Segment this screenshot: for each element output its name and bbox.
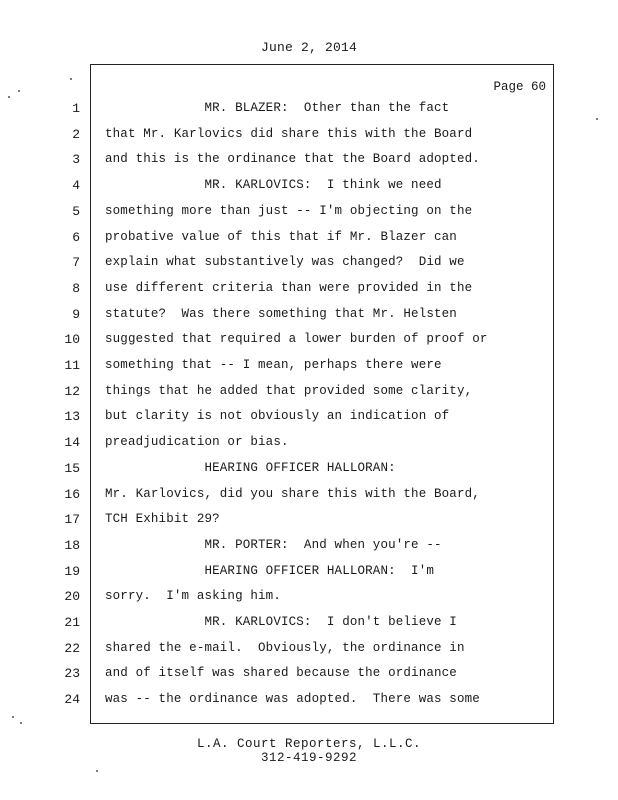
line-text: MR. KARLOVICS: I don't believe I <box>105 615 457 629</box>
line-text: shared the e-mail. Obviously, the ordinance in <box>105 640 465 655</box>
line-text: explain what substantively was changed? Did we <box>105 255 465 270</box>
page-number: Page 60 <box>493 80 546 94</box>
line-number: 19 <box>64 563 80 579</box>
line-number: 24 <box>64 692 80 708</box>
line-text: suggested that required a lower burden of proof or <box>105 332 488 347</box>
line-text: MR. BLAZER: Other than the fact <box>105 101 450 115</box>
line-text: Mr. Karlovics, did you share this with the Board, <box>105 486 480 501</box>
scan-speck <box>8 96 10 98</box>
line-number: 6 <box>72 229 80 245</box>
line-text: and of itself was shared because the ordinance <box>105 666 457 681</box>
line-number: 16 <box>64 486 80 502</box>
scan-speck <box>596 118 598 120</box>
line-number: 8 <box>72 280 80 296</box>
line-number: 12 <box>64 383 80 399</box>
line-text: TCH Exhibit 29? <box>105 512 220 527</box>
line-number: 4 <box>72 178 80 194</box>
line-number: 3 <box>72 152 80 168</box>
line-text: and this is the ordinance that the Board adopted. <box>105 152 480 167</box>
line-number: 17 <box>64 512 80 528</box>
scan-speck <box>20 722 22 724</box>
line-number: 15 <box>64 460 80 476</box>
line-number: 10 <box>64 332 80 348</box>
scan-speck <box>96 770 98 772</box>
scan-speck <box>18 90 20 92</box>
line-number: 18 <box>64 537 80 553</box>
line-text: things that he added that provided some clarity, <box>105 383 473 398</box>
line-number: 22 <box>64 640 80 656</box>
line-text: something that -- I mean, perhaps there were <box>105 358 442 372</box>
line-number: 14 <box>64 435 80 451</box>
scan-speck <box>12 716 14 718</box>
line-number: 5 <box>72 203 80 219</box>
line-text: sorry. I'm asking him. <box>105 589 281 604</box>
line-text: was -- the ordinance was adopted. There was some <box>105 692 480 707</box>
line-text: preadjudication or bias. <box>105 435 289 450</box>
line-number: 11 <box>64 358 80 373</box>
line-number: 2 <box>72 126 80 142</box>
line-text: HEARING OFFICER HALLORAN: I'm <box>105 563 435 578</box>
line-text: statute? Was there something that Mr. Helsten <box>105 306 457 321</box>
line-number: 7 <box>72 255 80 271</box>
line-text: but clarity is not obviously an indication of <box>105 409 450 424</box>
line-number: 13 <box>64 409 80 425</box>
footer-company: L.A. Court Reporters, L.L.C. <box>196 737 422 751</box>
footer-phone: 312-419-9292 <box>260 751 357 765</box>
header-date: June 2, 2014 <box>260 40 357 55</box>
line-number: 1 <box>72 101 80 116</box>
line-number: 23 <box>64 666 80 682</box>
line-text: HEARING OFFICER HALLORAN: <box>105 460 396 475</box>
line-text: something more than just -- I'm objecting on the <box>105 203 473 218</box>
line-text: probative value of this that if Mr. Blazer can <box>105 229 457 244</box>
scan-speck <box>70 78 72 80</box>
line-number: 20 <box>64 589 80 605</box>
line-text: that Mr. Karlovics did share this with the Board <box>105 126 473 141</box>
line-number: 21 <box>64 615 80 630</box>
line-text: use different criteria than were provided in the <box>105 280 473 295</box>
line-number: 9 <box>72 306 80 322</box>
line-text: MR. KARLOVICS: I think we need <box>105 178 442 193</box>
line-text: MR. PORTER: And when you're -- <box>105 537 442 552</box>
